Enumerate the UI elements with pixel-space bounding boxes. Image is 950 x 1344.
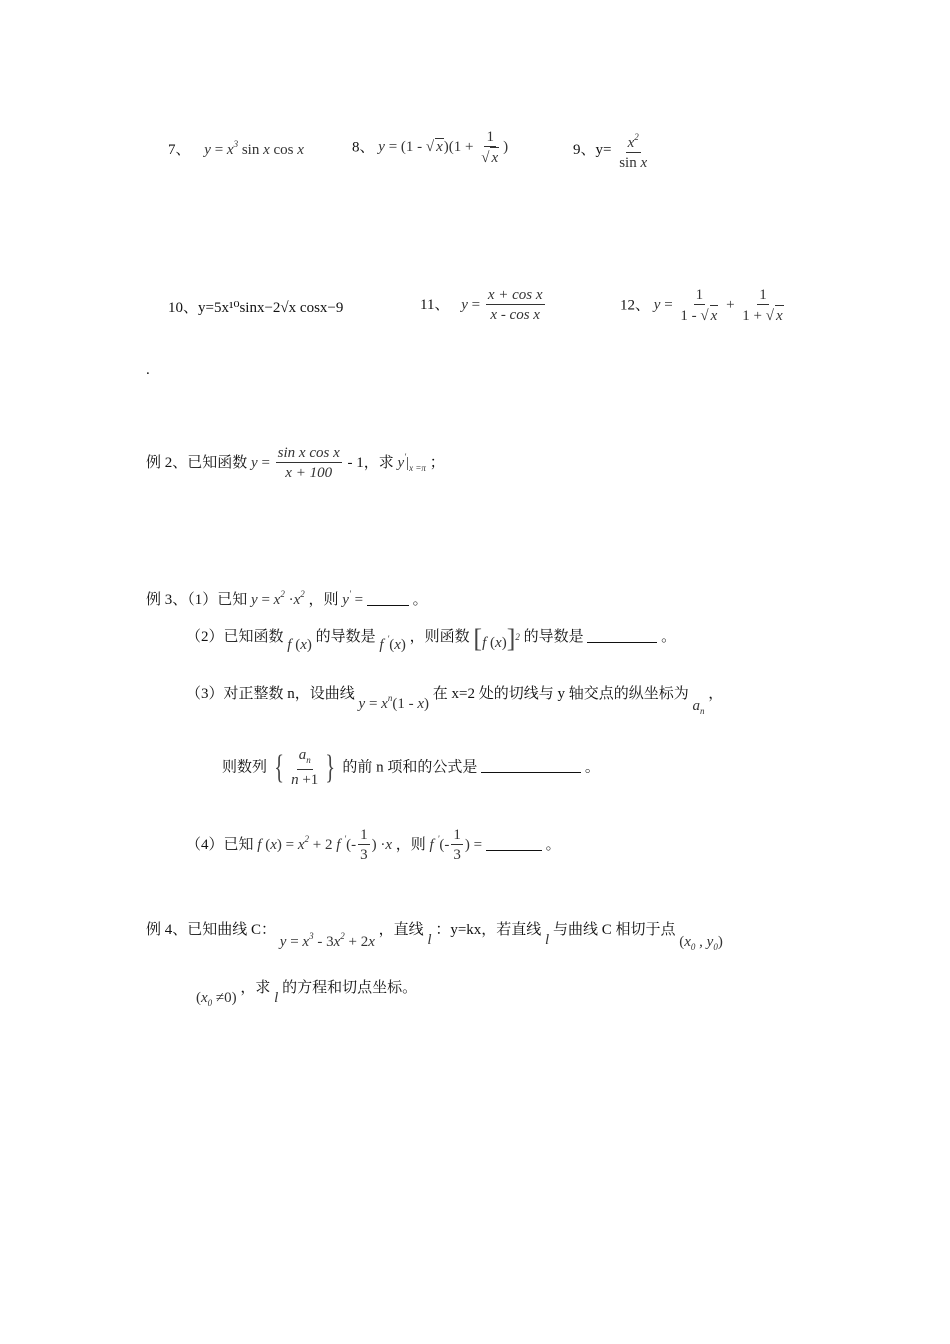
example-2: 例 2、已知函数 y = $\frac{\text{sin x cos x}}{x + 100}$ - 1，求 $y'|_{x =\pi}$ ； (146, 445, 445, 481)
problem-11: 11、 y = $\frac{\text{x + cos x}}{\text{x - cos x}}$ (420, 287, 543, 323)
problem-10 (168, 296, 343, 317)
stray-dot: . (146, 362, 150, 378)
problem-10-label: 10、y=5x¹⁰sinx−2√x cosx−9 (168, 300, 344, 316)
problem-11-fraction: $\frac{\text{x + cos x}}{\text{x - cos x}}$ (487, 287, 543, 323)
example-2-fraction: $\frac{\text{sin x cos x}}{x + 100}$ (277, 445, 340, 481)
problem-12-label: 12、 (620, 297, 651, 314)
answer-blank-4[interactable] (486, 836, 542, 851)
problem-7-expr: $y = x^3$ sin x cos x (204, 139, 304, 158)
answer-blank-3[interactable] (481, 758, 581, 773)
answer-blank-1[interactable] (367, 591, 409, 606)
example-3-part-3-line-2: 则数列 { $\frac{a_n}{n +1}$ } 的前 n 项和的公式是 。 (222, 747, 600, 788)
problem-11-label: 11、 (420, 296, 450, 313)
example-4: 例 4、已知曲线 C： $y = x^3 - 3x^2 + 2x$ ，直线 l ：y=kx，若直线 l 与曲线 C 相切于点 ($x_0$ , $y_0$) (146, 922, 723, 952)
example-3-label: 例 3、（1）已知 (146, 592, 248, 608)
answer-blank-2[interactable] (587, 628, 657, 643)
problem-7-label: 7、 (168, 142, 191, 158)
problem-7 (168, 138, 304, 159)
problem-12-expr: y = $\frac{1}{1 - √ x}$ + $\frac{1}{1 + √ x}$ (653, 287, 783, 324)
problem-8 (352, 128, 508, 168)
problem-9 (573, 128, 651, 173)
problem-12 (620, 286, 788, 326)
example-4-label: 例 4、已知曲线 C： (146, 922, 277, 938)
example-2-label: 例 2、已知函数 (146, 454, 248, 471)
problem-8-expr: y = (1 - √ x)(1 + $\frac{1}{√ x}$ ) (378, 129, 509, 166)
problem-9-label: 9、y= (573, 141, 612, 158)
derivative-at-pi: $y'|_{x =\pi}$ (397, 451, 426, 473)
example-4-line-2: $(x_0 \ne 0)$ ，求 l 的方程和切点坐标。 (196, 980, 418, 1008)
example-3-part-3: （3）对正整数 n，设曲线 $y = x^n(1 - x)$ 在 x=2 处的切线与 y 轴交点的纵坐标为 $a_n$ ， (186, 686, 724, 716)
example-3-part-2: （2）已知函数 f (x) 的导数是 f '(x) ，则函数 [f (x)]$^2$ 的导数是 。 (186, 624, 677, 653)
example-3-part-1: 例 3、（1）已知 $y = x^2 \cdot x^2$ ，则 y' = 。 (146, 589, 428, 608)
example-3-part-4: （4）已知 f $(x) = x^2 + 2$ f '(- $\frac{1}{3}$ ) ·x ，则 f '(- $\frac{1}{3}$ ) = 。 (186, 827, 561, 863)
problem-9-fraction: $\frac{x^2}{\text{sin x}}$ (617, 128, 649, 173)
problem-8-label: 8、 (352, 139, 375, 156)
sequence-braces: { $\frac{a_n}{n +1}$ } (274, 747, 336, 788)
